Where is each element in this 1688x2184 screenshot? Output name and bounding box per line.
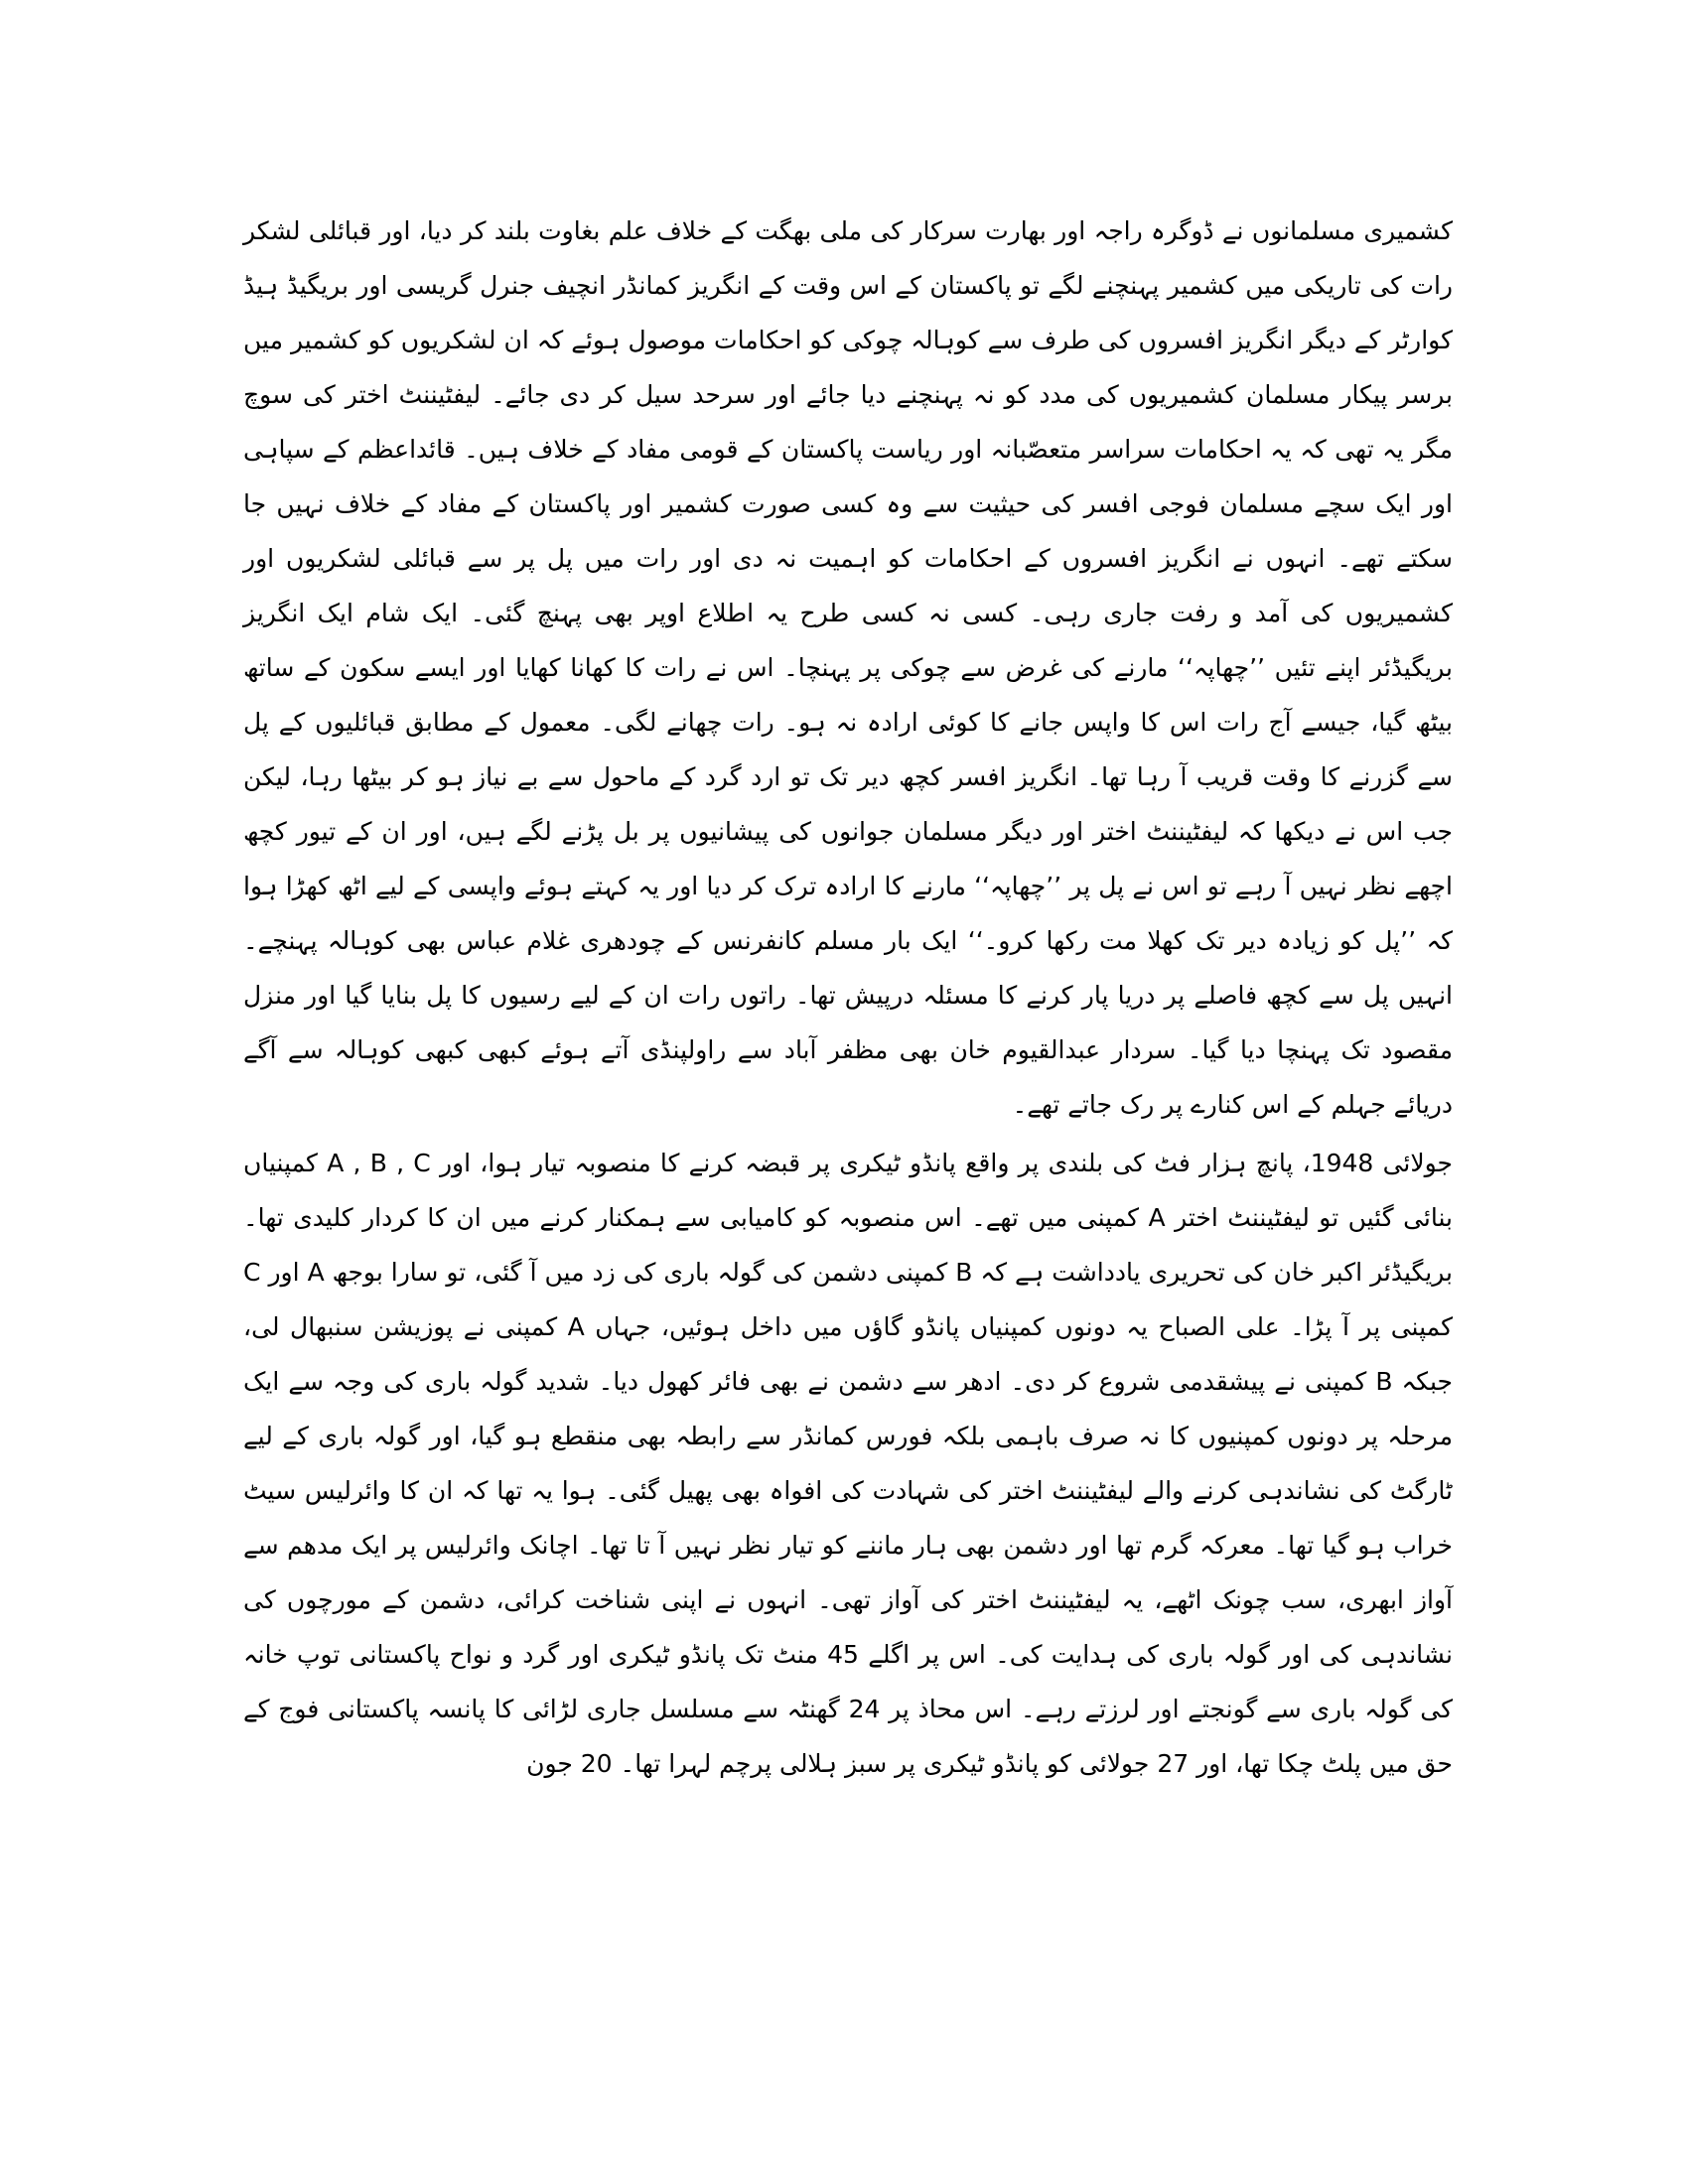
body-text: [243, 204, 1453, 1791]
paragraph-pandu-hill: جولائی 1948، پانچ ہزار فٹ کی بلندی پر واقع پانڈو ٹیکری پر قبضہ کرنے کا منصوبہ تیار ہوا، اور A , B , C کمپنیاں بنائی گئیں تو لیفٹیننٹ اختر A کمپنی میں تھے۔ اس منصوبہ کو کامیابی سے ہمکنار کرنے میں ان کا کردار کلیدی تھا۔ بریگیڈئر اکبر خان کی تحریری یادداشت ہے کہ B کمپنی دشمن کی گولہ باری کی زد میں آ گئی، تو سارا بوجھ A اور C کمپنی پر آ پڑا۔ علی الصباح یہ دونوں کمپنیاں پانڈو گاؤں میں داخل ہوئیں، جہاں A کمپنی نے پوزیشن سنبھال لی، جبکہ B کمپنی نے پیشقدمی شروع کر دی۔ ادھر سے دشمن نے بھی فائر کھول دیا۔ شدید گولہ باری کی وجہ سے ایک مرحلہ پر دونوں کمپنیوں کا نہ صرف باہمی بلکہ فورس کمانڈر سے رابطہ بھی منقطع ہو گیا، اور گولہ باری کے لیے ٹارگٹ کی نشاندہی کرنے والے لیفٹیننٹ اختر کی شہادت کی افواہ بھی پھیل گئی۔ ہوا یہ تھا کہ ان کا وائرلیس سیٹ خراب ہو گیا تھا۔ معرکہ گرم تھا اور دشمن بھی ہار ماننے کو تیار نظر نہیں آ تا تھا۔ اچانک وائرلیس پر ایک مدھم سے آواز ابھری، سب چونک اٹھے، یہ لیفٹیننٹ اختر کی آواز تھی۔ انہوں نے اپنی شناخت کرائی، دشمن کے مورچوں کی نشاندہی کی اور گولہ باری کی ہدایت کی۔ اس پر اگلے 45 منٹ تک پانڈو ٹیکری اور گرد و نواح پاکستانی توپ خانہ کی گولہ باری سے گونجتے اور لرزتے رہے۔ اس محاذ پر 24 گھنٹہ سے مسلسل جاری لڑائی کا پانسہ پاکستانی فوج کے حق میں پلٹ چکا تھا، اور 27 جولائی کو پانڈو ٹیکری پر سبز ہلالی پرچم لہرا تھا۔ 20 جون: [243, 1149, 1454, 1778]
paragraph-kohala-bridge: کشمیری مسلمانوں نے ڈوگرہ راجہ اور بھارت سرکار کی ملی بھگت کے خلاف علم بغاوت بلند کر دیا، اور قبائلی لشکر رات کی تاریکی میں کشمیر پہنچنے لگے تو پاکستان کے اس وقت کے انگریز کمانڈر انچیف جنرل گریسی اور بریگیڈ ہیڈ کوارٹر کے دیگر انگریز افسروں کی طرف سے کوہالہ چوکی کو احکامات موصول ہوئے کہ ان لشکریوں کو کشمیر میں برسر پیکار مسلمان کشمیریوں کی مدد کو نہ پہنچنے دیا جائے اور سرحد سیل کر دی جائے۔ لیفٹیننٹ اختر کی سوچ مگر یہ تھی کہ یہ احکامات سراسر متعصّبانہ اور ریاست پاکستان کے قومی مفاد کے خلاف ہیں۔ قائداعظم کے سپاہی اور ایک سچے مسلمان فوجی افسر کی حیثیت سے وہ کسی صورت کشمیر اور پاکستان کے مفاد کے خلاف نہیں جا سکتے تھے۔ انہوں نے انگریز افسروں کے احکامات کو اہمیت نہ دی اور رات میں پل پر سے قبائلی لشکریوں اور کشمیریوں کی آمد و رفت جاری رہی۔ کسی نہ کسی طرح یہ اطلاع اوپر بھی پہنچ گئی۔ ایک شام ایک انگریز بریگیڈئر اپنے تئیں ’’چھاپہ‘‘ مارنے کی غرض سے چوکی پر پہنچا۔ اس نے رات کا کھانا کھایا اور ایسے سکون کے ساتھ بیٹھ گیا، جیسے آج رات اس کا واپس جانے کا کوئی ارادہ نہ ہو۔ رات چھانے لگی۔ معمول کے مطابق قبائلیوں کے پل سے گزرنے کا وقت قریب آ رہا تھا۔ انگریز افسر کچھ دیر تک تو ارد گرد کے ماحول سے بے نیاز ہو کر بیٹھا رہا، لیکن جب اس نے دیکھا کہ لیفٹیننٹ اختر اور دیگر مسلمان جوانوں کی پیشانیوں پر بل پڑنے لگے ہیں، اور ان کے تیور کچھ اچھے نظر نہیں آ رہے تو اس نے پل پر ’’چھاپہ‘‘ مارنے کا ارادہ ترک کر دیا اور یہ کہتے ہوئے واپسی کے لیے اٹھ کھڑا ہوا کہ ’’پل کو زیادہ دیر تک کھلا مت رکھا کرو۔‘‘ ایک بار مسلم کانفرنس کے چودھری غلام عباس بھی کوہالہ پہنچے۔ انہیں پل سے کچھ فاصلے پر دریا پار کرنے کا مسئلہ درپیش تھا۔ راتوں رات ان کے لیے رسیوں کا پل بنایا گیا اور منزل مقصود تک پہنچا دیا گیا۔ سردار عبدالقیوم خان بھی مظفر آباد سے راولپنڈی آتے ہوئے کبھی کبھی کوہالہ سے آگے دریائے جہلم کے اس کنارے پر رک جاتے تھے۔: [243, 216, 1453, 1119]
